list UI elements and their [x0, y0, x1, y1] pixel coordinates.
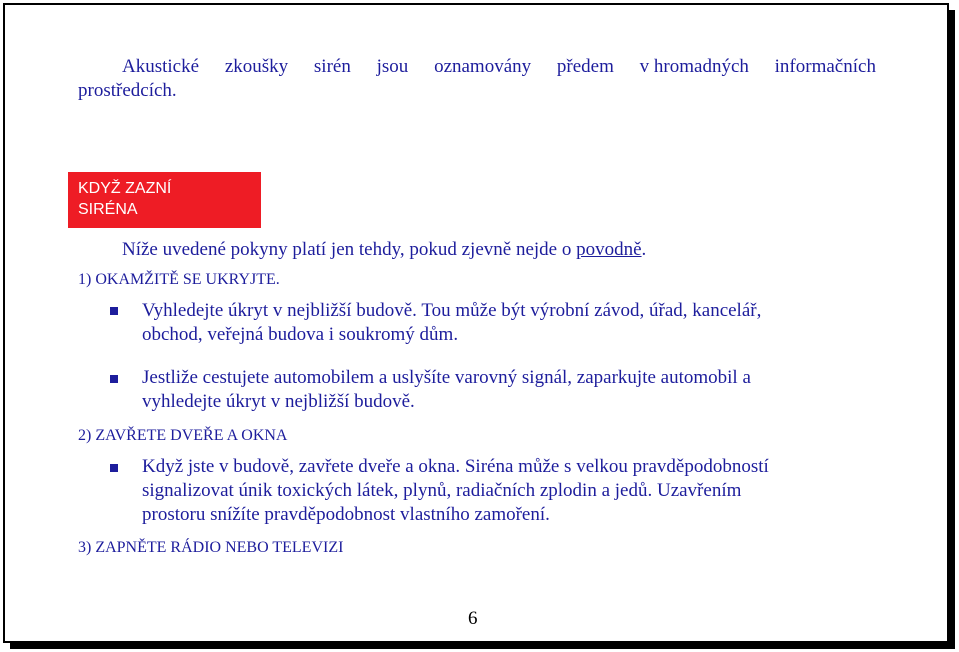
section-1-item-1 — [142, 299, 761, 347]
intro-line-2: prostředcích. — [78, 80, 177, 101]
intro-word: Akustické — [122, 56, 200, 77]
item-line: signalizovat únik toxických látek, plynů, radiačních zplodin a jedů. Uzavřením — [142, 480, 742, 501]
bullet-icon — [110, 307, 118, 315]
item-line: vyhledejte úkryt v nejbližší budově. — [142, 391, 415, 412]
item-line: Vyhledejte úkryt v nejbližší budově. Tou může být výrobní závod, úřad, kancelář, — [142, 300, 762, 321]
intro-word: jsou — [376, 56, 409, 77]
section-3-heading: 3) ZAPNĚTE RÁDIO NEBO TELEVIZI — [78, 539, 344, 556]
intro-line-1 — [78, 55, 876, 79]
bullet-icon — [110, 375, 118, 383]
item-line: Když jste v budově, zavřete dveře a okna. Siréna může s velkou pravděpodobností — [142, 456, 769, 477]
item-line: Jestliže cestujete automobilem a uslyšíte varovný signál, zaparkujte automobil a — [142, 367, 751, 388]
note-prefix: Níže uvedené pokyny platí jen tehdy, pokud zjevně nejde o — [122, 239, 577, 260]
alert-line-1: KDYŽ ZAZNÍ — [78, 180, 172, 197]
intro-word: v hromadných — [639, 56, 749, 77]
section-2-item-1 — [142, 455, 769, 527]
alert-box — [68, 172, 261, 228]
note-suffix: . — [641, 239, 647, 260]
section-1-item-2 — [142, 366, 751, 414]
section-2-heading: 2) ZAVŘETE DVEŘE A OKNA — [78, 427, 288, 444]
page-number: 6 — [468, 608, 478, 629]
intro-word: předem — [556, 56, 614, 77]
note-line — [122, 238, 646, 262]
intro-word: zkoušky — [224, 56, 289, 77]
intro-word: sirén — [313, 56, 351, 77]
intro-word: informačních — [774, 56, 876, 77]
povodne-link[interactable]: povodně — [576, 239, 642, 260]
bullet-icon — [110, 464, 118, 472]
item-line: prostoru snížíte pravděpodobnost vlastního zamoření. — [142, 504, 550, 525]
section-1-heading: 1) OKAMŽITĚ SE UKRYJTE. — [78, 271, 280, 288]
alert-line-2: SIRÉNA — [78, 201, 138, 218]
intro-paragraph — [78, 55, 876, 103]
intro-word: oznamovány — [434, 56, 532, 77]
item-line: obchod, veřejná budova i soukromý dům. — [142, 324, 459, 345]
